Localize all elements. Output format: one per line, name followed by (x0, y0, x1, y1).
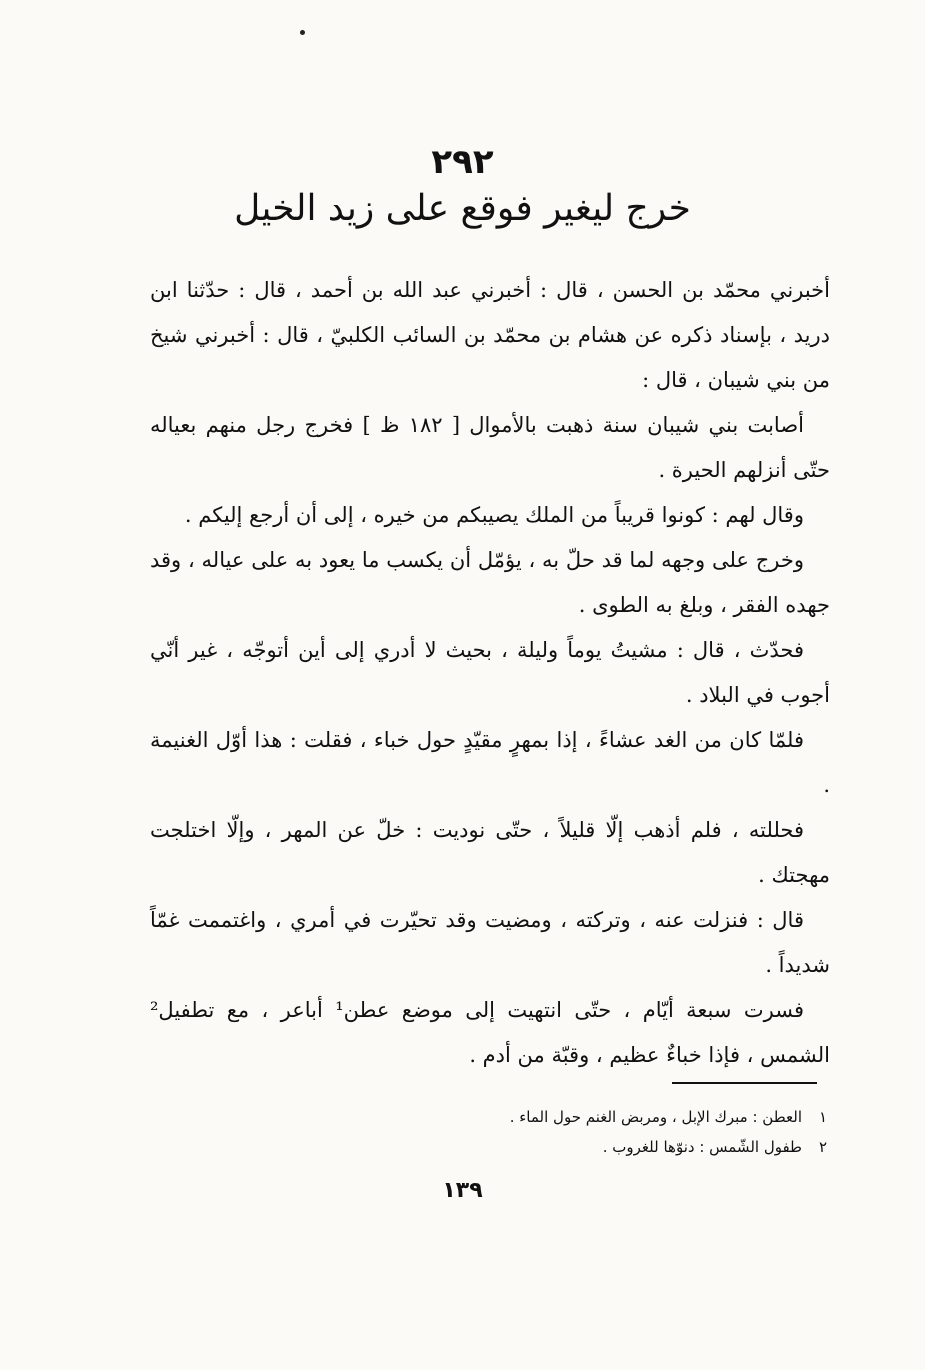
footnote-number: ٢ (818, 1138, 828, 1156)
footnotes (150, 1102, 830, 1162)
paragraph-isnad: أخبرني محمّد بن الحسن ، قال : أخبرني عبد الله بن أحمد ، قال : حدّثنا ابن دريد ، بإسناد ذكره عن هشام بن محمّد بن السائب الكلبيّ ، قال : أخبرني شيخ من بني شيبان ، قال : (150, 278, 831, 392)
footnote-text: طفول الشّمس : دنوّها للغروب . (602, 1138, 802, 1156)
paragraph: قال : فنزلت عنه ، وتركته ، ومضيت وقد تحيّرت في أمري ، واغتممت غمّاً شديداً . (150, 908, 830, 977)
paragraph: أصابت بني شيبان سنة ذهبت بالأموال [ ١٨٢ ظ ] فخرج رجل منهم بعياله حتّى أنزلهم الحيرة . (150, 413, 830, 482)
body-text (150, 268, 830, 1078)
footnote-number: ١ (818, 1108, 828, 1126)
footnote-divider (672, 1082, 817, 1084)
paragraph: وخرج على وجهه لما قد حلّ به ، يؤمّل أن يكسب ما يعود به على عياله ، وقد جهده الفقر ، وبلغ به الطوى . (150, 548, 830, 617)
footnote (150, 1132, 830, 1162)
paragraph: فحللته ، فلم أذهب إلّا قليلاً ، حتّى نوديت : خلّ عن المهر ، وإلّا اختلجت مهجتك . (150, 818, 830, 887)
paragraph: فحدّث ، قال : مشيتُ يوماً وليلة ، بحيث لا أدري إلى أين أتوجّه ، غير أنّي أجوب في البلاد . (150, 638, 830, 707)
story-number: ٢٩٢ (431, 142, 494, 182)
footnote (150, 1102, 830, 1132)
paragraph: فسرت سبعة أيّام ، حتّى انتهيت إلى موضع عطن¹ أباعر ، مع تطفيل² الشمس ، فإذا خباءٌ عظيم ، وقبّة من أدم . (150, 998, 830, 1067)
footnote-text: العطن : مبرك الإبل ، ومربض الغنم حول الماء . (509, 1108, 802, 1126)
paragraph: وقال لهم : كونوا قريباً من الملك يصيبكم من خيره ، إلى أن أرجع إليكم . (184, 503, 804, 527)
story-title: خرج ليغير فوقع على زيد الخيل (234, 188, 691, 229)
ink-speck (300, 30, 305, 35)
page-number: ١٣٩ (442, 1178, 483, 1203)
paragraph: فلمّا كان من الغد عشاءً ، إذا بمهرٍ مقيّدٍ حول خباء ، فقلت : هذا أوّل الغنيمة . (150, 728, 830, 797)
